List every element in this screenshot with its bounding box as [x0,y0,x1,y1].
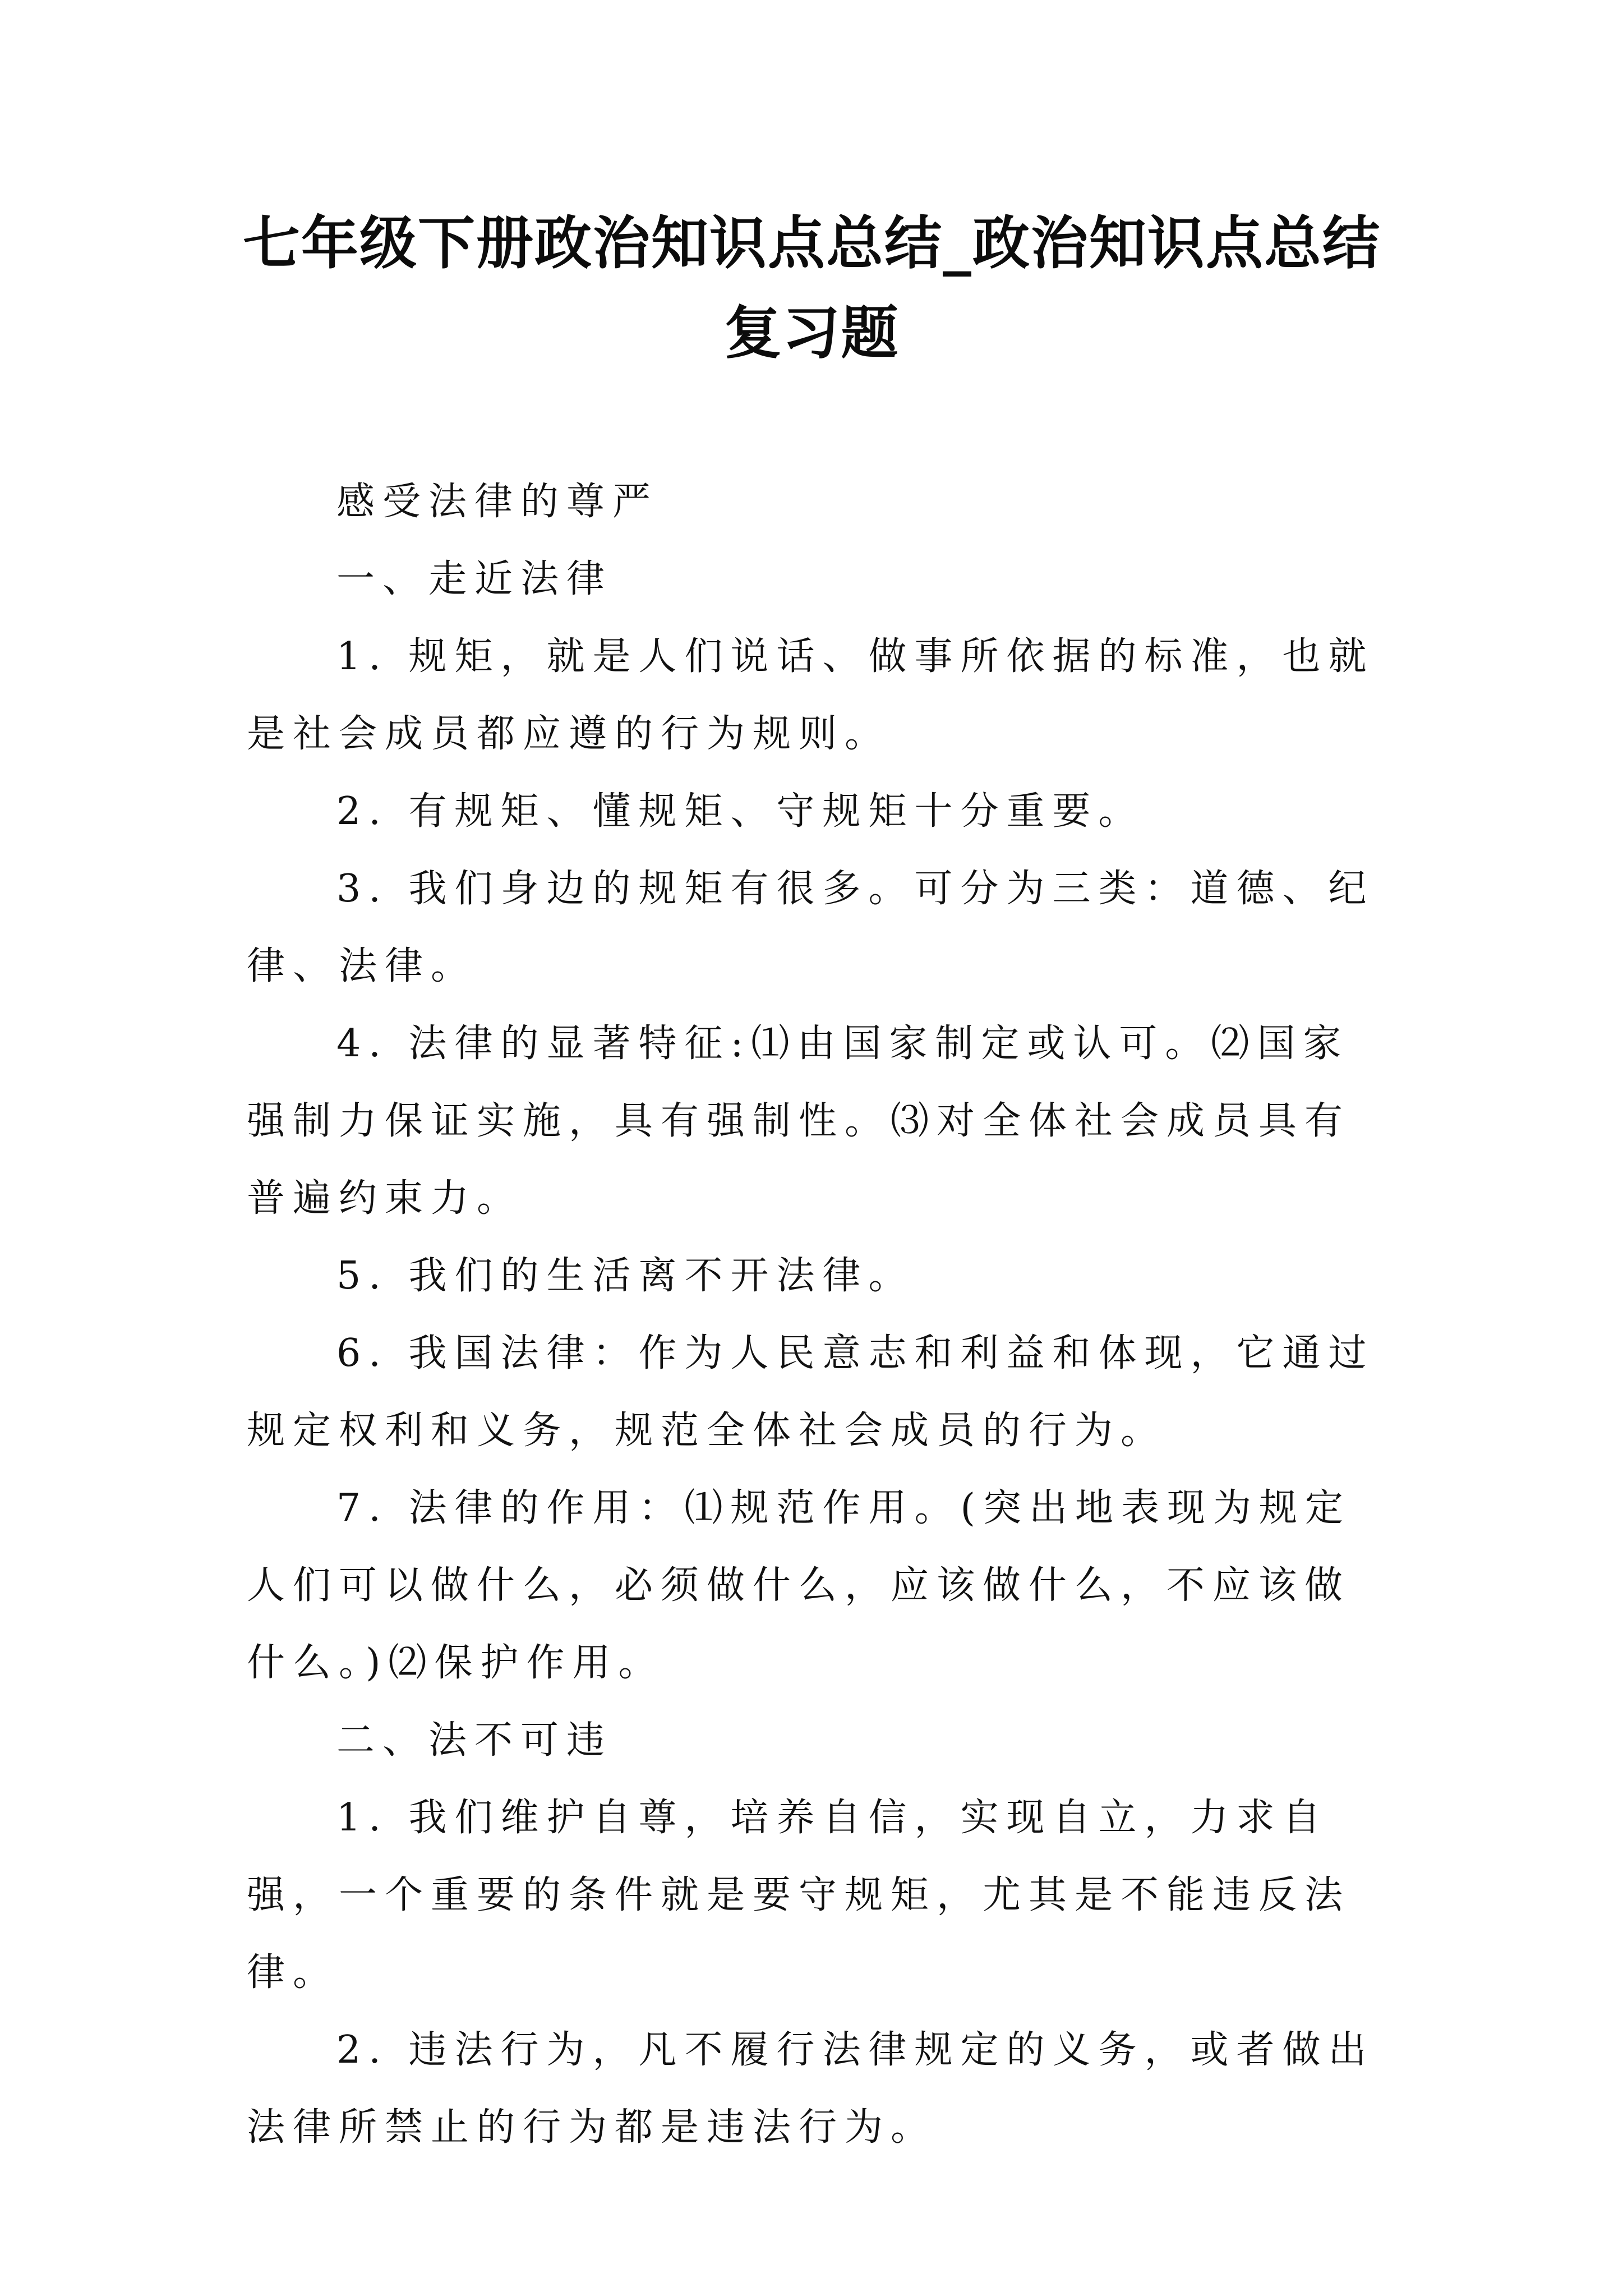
paragraph: 2. 有规矩、懂规矩、守规矩十分重要。 [336,789,1145,834]
paragraph: 4. 法律的显著特征:⑴由国家制定或认可。⑵国家强制力保证实施，具有强制性。⑶对全体社会成员具有普遍约束力。 [247,1022,1351,1221]
document-title: 七年级下册政治知识点总结_政治知识点总结复习题 [243,210,1381,367]
subsection-heading: 一、走近法律 [336,557,613,601]
paragraph: 7. 法律的作用：⑴规范作用。(突出地表现为规定人们可以做什么，必须做什么，应该做什么，不应该做什么。)⑵保护作用。 [247,1486,1352,1685]
paragraph: 6. 我国法律：作为人民意志和利益和体现，它通过规定权利和义务，规范全体社会成员的行为。 [247,1331,1375,1453]
paragraph: 1. 规矩，就是人们说话、做事所依据的标准，也就是社会成员都应遵的行为规则。 [247,634,1375,756]
paragraph: 3. 我们身边的规矩有很多。可分为三类：道德、纪律、法律。 [247,867,1375,988]
paragraph: 5. 我们的生活离不开法律。 [336,1254,915,1298]
paragraph: 2. 违法行为，凡不履行法律规定的义务，或者做出法律所禁止的行为都是违法行为。 [247,2028,1375,2150]
document-body [247,463,1385,2166]
paragraph: 1. 我们维护自尊，培养自信，实现自立，力求自强，一个重要的条件就是要守规矩，尤其是不能违反法律。 [247,1796,1351,1995]
subsection-heading: 二、法不可违 [336,1718,613,1763]
section-heading: 感受法律的尊严 [336,480,659,524]
